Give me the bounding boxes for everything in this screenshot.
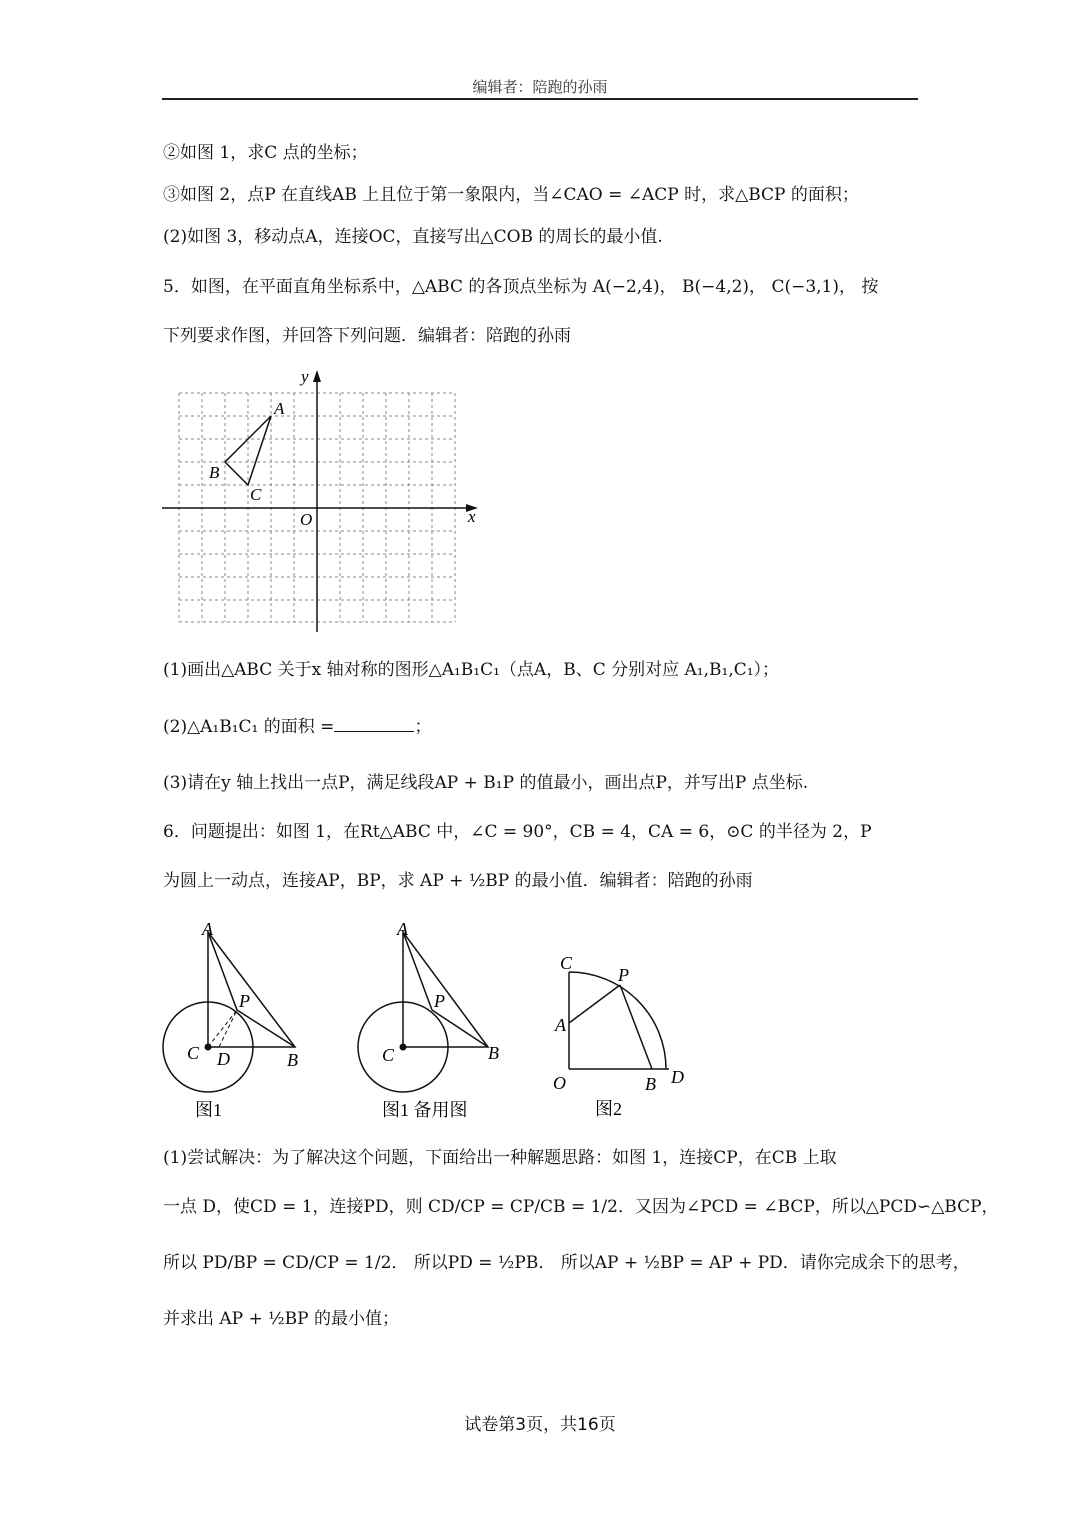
text-line-1: ②如图 1，求C 点的坐标； [163, 143, 368, 163]
fig1-b: B [287, 1050, 298, 1070]
fig2-caption: 图2 [595, 1099, 622, 1119]
y-axis-arrow [313, 370, 321, 382]
question-3: (3)请在y 轴上找出一点P，满足线段AP + B₁P 的值最小，画出点P，并写出P 点坐标. [163, 773, 809, 793]
figure-1 [155, 918, 315, 1128]
fig1-p: P [239, 991, 250, 1011]
fig2-d: D [671, 1067, 684, 1087]
text-line-3: (2)如图 3，移动点A，连接OC，直接写出△COB 的周长的最小值. [163, 227, 663, 247]
fig1-c: C [187, 1043, 200, 1063]
fig1-caption: 图1 [195, 1100, 222, 1120]
fig1b-a: A [397, 919, 408, 939]
question-2 [163, 716, 431, 738]
header-rule [162, 98, 918, 100]
fig1b-caption: 图1 备用图 [382, 1100, 468, 1120]
fig1b-b: B [488, 1043, 499, 1063]
figure-2 [545, 945, 705, 1130]
sub-question-1: (1)尝试解决：为了解决这个问题，下面给出一种解题思路：如图 1，连接CP，在CB 上取 [163, 1148, 837, 1168]
question-2-text: (2)△A₁B₁C₁ 的面积 = [163, 717, 335, 737]
sub-question-1-cont: 一点 D，使CD = 1，连接PD，则 CD/CP = CP/CB = 1/2．又因为∠PCD = ∠BCP，所以△PCD∽△BCP， [163, 1197, 999, 1217]
answer-blank [334, 717, 414, 732]
fig1-d: D [217, 1049, 230, 1069]
point-b-label: B [209, 463, 220, 482]
origin-label: O [300, 510, 313, 529]
y-axis-label: y [301, 367, 309, 386]
point-a-label: A [274, 399, 285, 418]
problem-5-intro: 5．如图，在平面直角坐标系中，△ABC 的各顶点坐标为 A(−2,4)， B(−4,2)， C(−3,1)， 按 [163, 277, 879, 297]
fig2-a: A [555, 1015, 566, 1035]
question-1: (1)画出△ABC 关于x 轴对称的图形△A₁B₁C₁（点A，B、C 分别对应 A₁,B₁,C₁）； [163, 660, 780, 680]
page-footer: 试卷第3页，共16页 [464, 1415, 616, 1435]
text-line-2: ③如图 2，点P 在直线AB 上且位于第一象限内，当∠CAO = ∠ACP 时，求△BCP 的面积； [163, 185, 859, 205]
triangle-abc [225, 416, 271, 485]
grid-figure [160, 362, 490, 637]
fig1-a: A [202, 919, 213, 939]
fig2-b: B [645, 1074, 656, 1094]
fig2-o: O [553, 1073, 566, 1093]
fig2-c: C [560, 953, 573, 973]
fig1b-p: P [434, 991, 445, 1011]
sub-question-1-cont-2: 所以 PD/BP = CD/CP = 1/2． 所以PD = ½PB． 所以AP + ½BP = AP + PD．请你完成余下的思考， [163, 1253, 970, 1273]
figure-1-backup [350, 918, 520, 1128]
problem-5-intro-cont: 下列要求作图，并回答下列问题．编辑者：陪跑的孙雨 [163, 326, 571, 346]
problem-6-intro: 6．问题提出：如图 1，在Rt△ABC 中，∠C = 90°，CB = 4，CA = 6，⊙C 的半径为 2，P [163, 822, 872, 842]
fig1b-c: C [382, 1045, 395, 1065]
question-2-end: ； [414, 717, 432, 737]
point-c-label: C [250, 485, 262, 504]
problem-6-intro-cont: 为圆上一动点，连接AP，BP，求 AP + ½BP 的最小值．编辑者：陪跑的孙雨 [163, 871, 753, 891]
sub-question-1-cont-3: 并求出 AP + ½BP 的最小值； [163, 1309, 399, 1329]
page-header: 编辑者：陪跑的孙雨 [472, 78, 608, 96]
x-axis-label: x [468, 507, 476, 526]
fig2-p: P [618, 965, 629, 985]
